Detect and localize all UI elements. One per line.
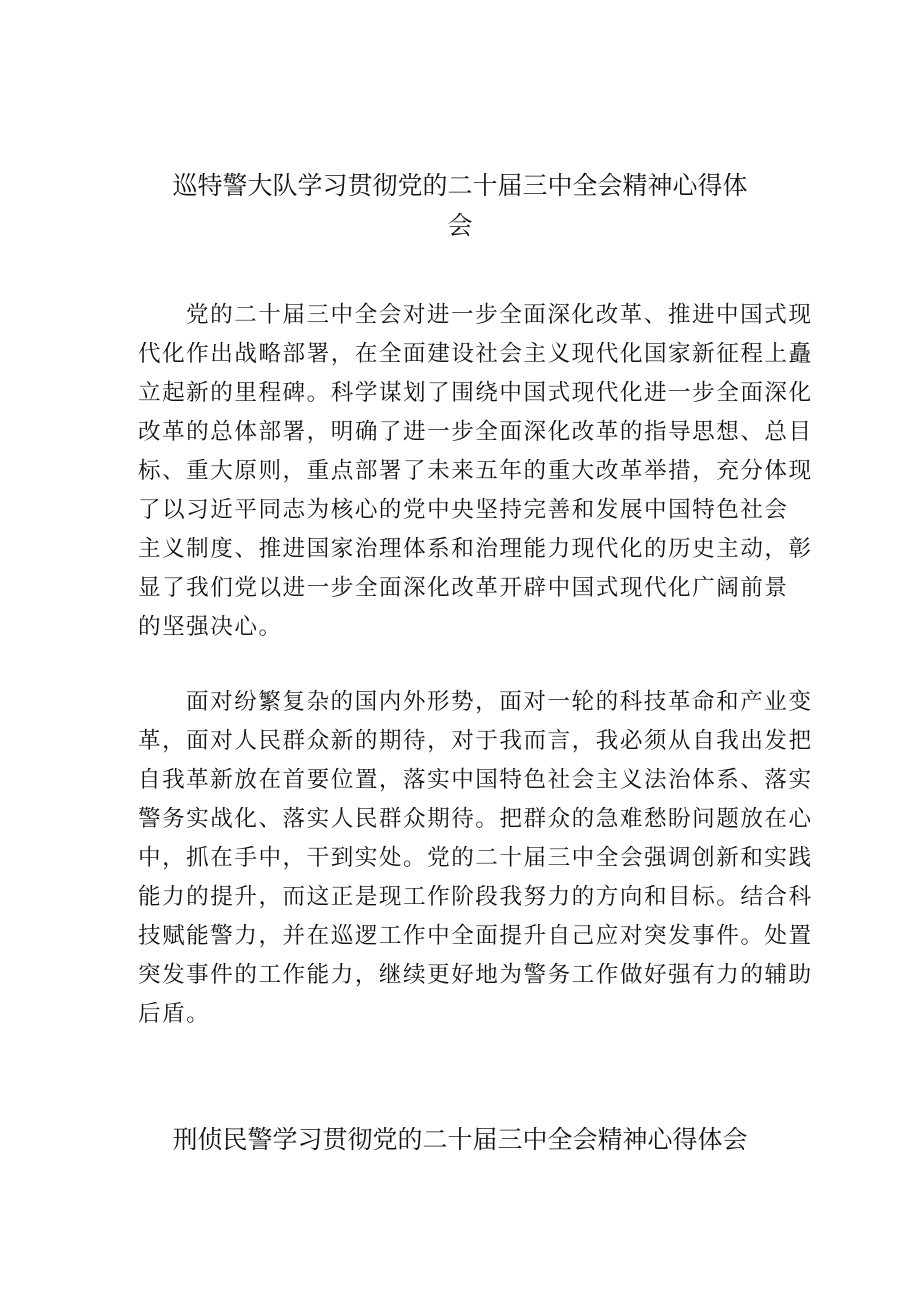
body-paragraph-1	[138, 296, 813, 647]
paragraph-line: 显了我们党以进一步全面深化改革开辟中国式现代化广阔前景	[138, 575, 789, 601]
paragraph-line: 突发事件的工作能力，继续更好地为警务工作做好强有力的辅助	[138, 962, 813, 988]
paragraph-line: 后盾。	[138, 1001, 211, 1027]
paragraph-line: 自我革新放在首要位置，落实中国特色社会主义法治体系、落实	[138, 767, 813, 793]
paragraph-line: 面对纷繁复杂的国内外形势，面对一轮的科技革命和产业变	[186, 689, 813, 715]
paragraph-line: 主义制度、推进国家治理体系和治理能力现代化的历史主动，彰	[138, 536, 813, 562]
body-paragraph-2	[138, 683, 813, 1034]
paragraph-line: 标、重大原则，重点部署了未来五年的重大改革举措，充分体现	[138, 458, 813, 484]
paragraph-line: 能力的提升，而这正是现工作阶段我努力的方向和目标。结合科	[138, 884, 813, 910]
second-article-title-text: 刑侦民警学习贯彻党的二十届三中全会精神心得体会	[172, 1125, 748, 1154]
paragraph-line: 的坚强决心。	[138, 614, 283, 640]
paragraph-line: 警务实战化、落实人民群众期待。把群众的急难愁盼问题放在心	[138, 806, 813, 832]
paragraph-line: 代化作出战略部署，在全面建设社会主义现代化国家新征程上矗	[138, 341, 813, 367]
paragraph-line: 立起新的里程碑。科学谋划了围绕中国式现代化进一步全面深化	[138, 380, 813, 406]
article-title	[130, 166, 790, 246]
article-title-line-1: 巡特警大队学习贯彻党的二十届三中全会精神心得体	[172, 171, 748, 200]
paragraph-line: 党的二十届三中全会对进一步全面深化改革、推进中国式现	[186, 302, 813, 328]
paragraph-line: 了以习近平同志为核心的党中央坚持完善和发展中国特色社会	[138, 497, 789, 523]
paragraph-line: 技赋能警力，并在巡逻工作中全面提升自己应对突发事件。处置	[138, 923, 813, 949]
paragraph-line: 革，面对人民群众新的期待，对于我而言，我必须从自我出发把	[138, 728, 813, 754]
second-article-title	[130, 1120, 790, 1160]
paragraph-line: 中，抓在手中，干到实处。党的二十届三中全会强调创新和实践	[138, 845, 813, 871]
paragraph-line: 改革的总体部署，明确了进一步全面深化改革的指导思想、总目	[138, 419, 813, 445]
article-title-line-2: 会	[447, 211, 473, 240]
